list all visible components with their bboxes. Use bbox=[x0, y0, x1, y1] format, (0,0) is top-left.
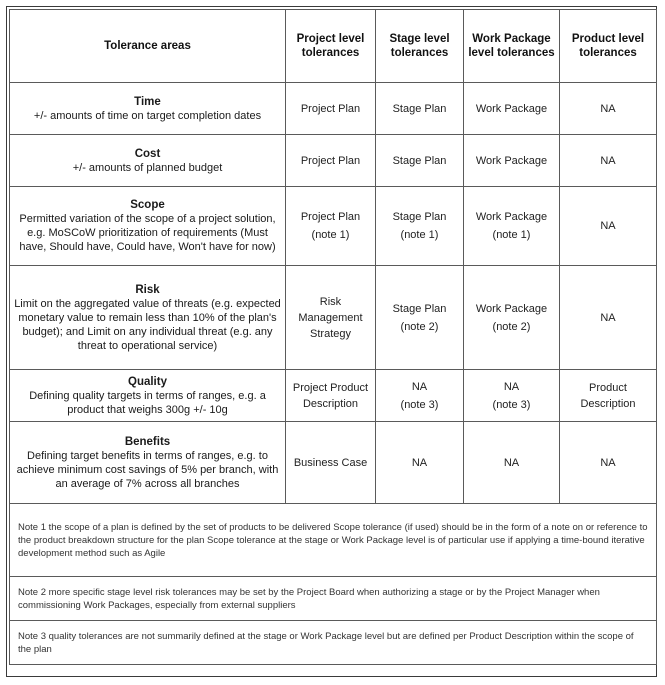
product-cell bbox=[560, 370, 657, 422]
tolerance-area-cost bbox=[10, 135, 286, 187]
project-cell bbox=[286, 187, 376, 266]
cell-text: Project Plan bbox=[300, 102, 361, 115]
table-row-risk bbox=[10, 266, 657, 370]
cell-text: Project Plan bbox=[300, 211, 361, 223]
work-package-cell bbox=[464, 187, 560, 266]
header-work-package-level: Work Package level tolerances bbox=[464, 10, 560, 83]
cell-note: (note 3) bbox=[400, 398, 439, 411]
project-cell bbox=[286, 135, 376, 187]
area-title: Quality bbox=[128, 375, 167, 388]
cell-note: (note 3) bbox=[492, 398, 531, 411]
product-cell bbox=[560, 135, 657, 187]
cell-text: NA bbox=[600, 220, 616, 232]
area-title: Cost bbox=[134, 147, 161, 160]
cell-text: Risk Management Strategy bbox=[298, 295, 363, 340]
note-row-3 bbox=[10, 621, 657, 665]
cell-text: NA bbox=[600, 154, 616, 167]
cell-text: Stage Plan bbox=[392, 302, 447, 315]
cell-text: NA bbox=[503, 380, 520, 393]
cell-note: (note 1) bbox=[492, 229, 531, 241]
area-description: Limit on the aggregated value of threats (e.g. expected monetary value to remain less than 10% of the plan's budget); and Limit on any individual threat (e.g. any threat to operational service) bbox=[14, 297, 281, 352]
cell-text: Stage Plan bbox=[392, 102, 447, 115]
cell-text: Project Plan bbox=[300, 154, 361, 167]
cell-text: Business Case bbox=[293, 456, 368, 469]
cell-note: (note 1) bbox=[400, 229, 439, 241]
table-row-quality bbox=[10, 370, 657, 422]
table-row-benefits bbox=[10, 422, 657, 504]
cell-note: (note 2) bbox=[492, 320, 531, 333]
cell-text: Stage Plan bbox=[392, 211, 447, 223]
area-title: Risk bbox=[135, 283, 160, 296]
header-row bbox=[10, 10, 657, 83]
work-package-cell bbox=[464, 422, 560, 504]
project-cell bbox=[286, 422, 376, 504]
cell-text: NA bbox=[411, 380, 428, 393]
work-package-cell bbox=[464, 135, 560, 187]
stage-cell bbox=[376, 266, 464, 370]
cell-text: NA bbox=[600, 102, 616, 115]
tolerance-area-scope bbox=[10, 187, 286, 266]
area-description: +/- amounts of planned budget bbox=[72, 161, 223, 174]
project-cell bbox=[286, 370, 376, 422]
area-description: Defining quality targets in terms of ranges, e.g. a product that weighs 300g +/- 10g bbox=[29, 389, 266, 416]
cell-text: Work Package bbox=[475, 102, 548, 115]
product-cell bbox=[560, 83, 657, 135]
cell-text: NA bbox=[600, 311, 616, 324]
header-stage-level: Stage level tolerances bbox=[376, 10, 464, 83]
cell-note: (note 1) bbox=[311, 229, 350, 241]
header-tolerance-areas: Tolerance areas bbox=[10, 10, 286, 83]
stage-cell bbox=[376, 422, 464, 504]
tolerance-area-quality bbox=[10, 370, 286, 422]
area-title: Benefits bbox=[124, 435, 171, 448]
work-package-cell bbox=[464, 266, 560, 370]
stage-cell bbox=[376, 135, 464, 187]
area-description: Defining target benefits in terms of ranges, e.g. to achieve minimum cost savings of 5% per branch, with an average of 7% across all branches bbox=[16, 449, 279, 490]
cell-text: Work Package bbox=[475, 302, 548, 315]
area-title: Scope bbox=[130, 199, 165, 211]
product-cell bbox=[560, 187, 657, 266]
project-cell bbox=[286, 266, 376, 370]
note-row-1 bbox=[10, 504, 657, 577]
cell-text: NA bbox=[503, 456, 520, 469]
work-package-cell bbox=[464, 83, 560, 135]
cell-text: Product Description bbox=[580, 381, 636, 410]
area-title: Time bbox=[134, 95, 161, 108]
note-1: Note 1 the scope of a plan is defined by the set of products to be delivered Scope tolerance (if used) should be in the form of a note on or reference to the product breakdown structure for the plan Scope tolerance at the stage or Work Package level is of particular use if applying a time-bound iterative development method such as Agile bbox=[10, 504, 657, 577]
table-row-scope bbox=[10, 187, 657, 266]
header-project-level: Project level tolerances bbox=[286, 10, 376, 83]
note-3: Note 3 quality tolerances are not summarily defined at the stage or Work Package level but are defined per Product Description within the scope of the plan bbox=[10, 621, 657, 665]
note-2: Note 2 more specific stage level risk tolerances may be set by the Project Board when authorizing a stage or by the Project Manager when commissioning Work Packages, especially from external suppliers bbox=[10, 577, 657, 621]
cell-text: Work Package bbox=[475, 211, 548, 223]
note-row-2 bbox=[10, 577, 657, 621]
product-cell bbox=[560, 422, 657, 504]
stage-cell bbox=[376, 370, 464, 422]
tolerance-area-benefits bbox=[10, 422, 286, 504]
stage-cell bbox=[376, 187, 464, 266]
project-cell bbox=[286, 83, 376, 135]
work-package-cell bbox=[464, 370, 560, 422]
product-cell bbox=[560, 266, 657, 370]
header-product-level: Product level tolerances bbox=[560, 10, 657, 83]
cell-text: Project Product Description bbox=[292, 381, 369, 410]
table-row-time bbox=[10, 83, 657, 135]
tolerance-area-time bbox=[10, 83, 286, 135]
stage-cell bbox=[376, 83, 464, 135]
area-description: +/- amounts of time on target completion dates bbox=[33, 109, 262, 122]
tolerance-area-risk bbox=[10, 266, 286, 370]
cell-note: (note 2) bbox=[400, 320, 439, 333]
area-description: Permitted variation of the scope of a project solution, e.g. MoSCoW prioritization of requirements (Must have, Should have, Could have, Won't have for now) bbox=[19, 213, 276, 253]
tolerance-table bbox=[9, 9, 657, 665]
cell-text: Work Package bbox=[475, 154, 548, 167]
cell-text: Stage Plan bbox=[392, 154, 447, 167]
cell-text: NA bbox=[600, 456, 616, 469]
cell-text: NA bbox=[411, 456, 428, 469]
table-row-cost bbox=[10, 135, 657, 187]
